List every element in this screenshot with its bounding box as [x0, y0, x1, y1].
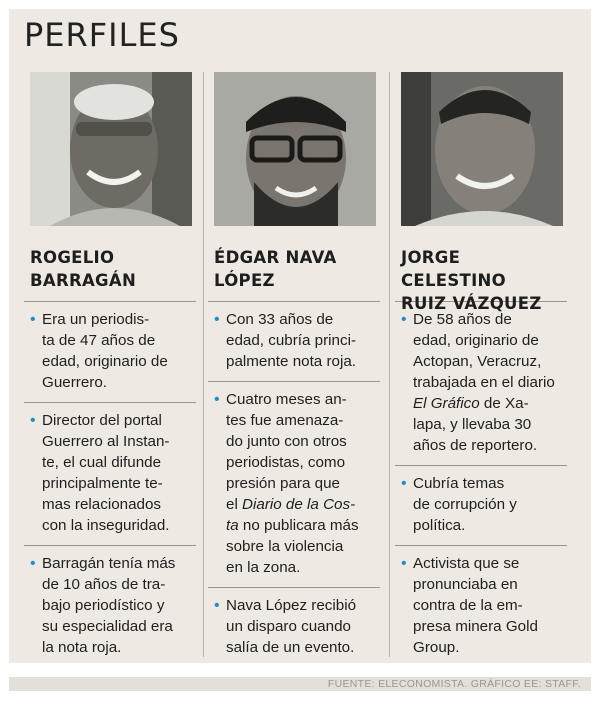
profile-name: [30, 246, 192, 292]
fact-item: [208, 587, 380, 667]
fact-list: [214, 302, 376, 667]
fact-line: Barragán tenía más: [42, 555, 176, 572]
fact-line: presión para que: [226, 475, 340, 492]
profile-photo: [30, 72, 192, 226]
fact-item: [24, 402, 196, 545]
fact-line: principalmente te-: [42, 475, 163, 492]
fact-line: do junto con otros: [226, 433, 347, 450]
fact-line: trabajada en el diario: [413, 374, 555, 391]
bullet-icon: •: [401, 311, 407, 328]
name-line: ÉDGAR NAVA: [214, 248, 337, 267]
bullet-icon: •: [30, 311, 36, 328]
name-line: LÓPEZ: [214, 271, 275, 290]
fact-line: lapa, y llevaba 30: [413, 416, 532, 433]
fact-line: la nota roja.: [42, 639, 122, 656]
fact-line: Guerrero.: [42, 374, 107, 391]
fact-item: [214, 302, 376, 381]
fact-list: [401, 302, 563, 667]
fact-line: contra de la em-: [413, 597, 523, 614]
profile-jorge-celestino-ruiz-vazquez: [401, 72, 563, 667]
fact-line: su especialidad era: [42, 618, 173, 635]
fact-line: de 10 años de tra-: [42, 576, 166, 593]
fact-line: edad, cubría princi-: [226, 332, 357, 349]
fact-line: Actopan, Veracruz,: [413, 353, 542, 370]
profile-photo: [401, 72, 563, 226]
fact-line: con la inseguridad.: [42, 517, 170, 534]
bullet-icon: •: [401, 555, 407, 572]
fact-line: Cuatro meses an-: [226, 391, 347, 408]
fact-line: te, el cual difunde: [42, 454, 162, 471]
fact-line: ta de 47 años de: [42, 332, 156, 349]
bullet-icon: •: [30, 555, 36, 572]
fact-item: [208, 381, 380, 587]
portrait-image: [30, 72, 192, 226]
source-bar: [9, 677, 591, 691]
page-title: PERFILES: [24, 16, 180, 54]
name-line: JORGE CELESTINO: [401, 248, 506, 290]
fact-line: un disparo cuando: [226, 618, 351, 635]
fact-item: [24, 545, 196, 667]
fact-line: en la zona.: [226, 559, 301, 576]
fact-line: Director del portal: [42, 412, 162, 429]
name-line: BARRAGÁN: [30, 271, 137, 290]
fact-line: presa minera Gold: [413, 618, 538, 635]
fact-line: sobre la violencia: [226, 538, 344, 555]
column-divider: [389, 72, 390, 657]
name-line: RUIZ VÁZQUEZ: [401, 294, 542, 313]
fact-line: mas relacionados: [42, 496, 162, 513]
fact-line: años de reportero.: [413, 437, 538, 454]
profile-photo: [214, 72, 376, 226]
fact-line: bajo periodístico y: [42, 597, 165, 614]
fact-line: política.: [413, 517, 466, 534]
column-divider: [203, 72, 204, 657]
fact-line: el Diario de la Cos-: [226, 496, 356, 513]
fact-line: edad, originario de: [413, 332, 539, 349]
bullet-icon: •: [214, 311, 220, 328]
fact-line: salía de un evento.: [226, 639, 355, 656]
fact-line: ta no publicara más: [226, 517, 359, 534]
profile-rogelio-barragan: [30, 72, 192, 667]
bullet-icon: •: [401, 475, 407, 492]
fact-item: [30, 302, 192, 402]
source-credit: FUENTE: ELECONOMISTA. GRÁFICO EE: STAFF.: [327, 678, 581, 690]
profile-name: [401, 246, 563, 313]
fact-line: pronunciaba en: [413, 576, 518, 593]
fact-line: De 58 años de: [413, 311, 512, 328]
fact-line: tes fue amenaza-: [226, 412, 344, 429]
fact-line: Con 33 años de: [226, 311, 334, 328]
bullet-icon: •: [214, 597, 220, 614]
fact-line: Guerrero al Instan-: [42, 433, 170, 450]
fact-line: Cubría temas: [413, 475, 505, 492]
fact-line: de corrupción y: [413, 496, 517, 513]
fact-list: [30, 302, 192, 667]
bullet-icon: •: [214, 391, 220, 408]
profile-name: [214, 246, 376, 292]
profile-edgar-nava-lopez: [214, 72, 376, 667]
fact-line: Activista que se: [413, 555, 520, 572]
fact-line: edad, originario de: [42, 353, 168, 370]
fact-item: [395, 465, 567, 545]
portrait-image: [401, 72, 563, 226]
fact-item: [395, 545, 567, 667]
fact-line: Nava López recibió: [226, 597, 357, 614]
fact-line: Era un periodis-: [42, 311, 150, 328]
fact-line: El Gráfico de Xa-: [413, 395, 529, 412]
fact-line: Group.: [413, 639, 460, 656]
fact-item: [401, 302, 563, 465]
fact-line: periodistas, como: [226, 454, 346, 471]
name-line: ROGELIO: [30, 248, 115, 267]
fact-line: palmente nota roja.: [226, 353, 357, 370]
bullet-icon: •: [30, 412, 36, 429]
portrait-image: [214, 72, 376, 226]
